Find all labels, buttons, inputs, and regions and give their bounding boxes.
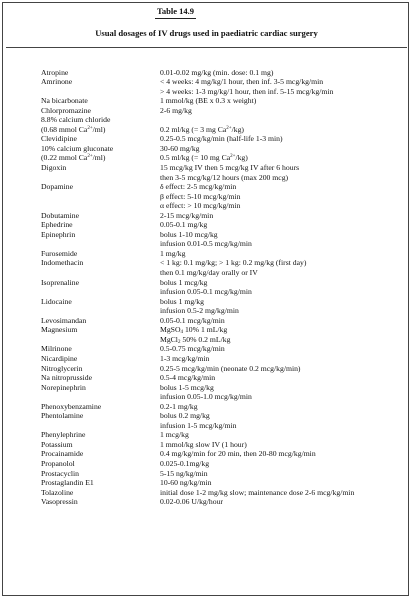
table-row [0,364,413,374]
table-row [0,249,413,259]
drug-dose: 1 mcg/kg [160,430,189,440]
drug-dose: 0.4 mg/kg/min for 20 min, then 20-80 mcg/kg/min [160,449,316,459]
drug-dose: 0.05-0.1 mcg/kg/min [160,315,225,325]
dosage-table [0,58,413,507]
drug-dose: 15 mcg/kg IV then 5 mcg/kg IV after 6 hours [160,163,300,173]
table-row [0,144,413,154]
table-row [0,335,413,345]
drug-dose: MgSO$_4$ 10% 1 mL/kg [160,325,228,336]
drug-name: Lidocaine [41,296,72,306]
drug-name: Vasopressin [41,497,78,507]
drug-dose: 10-60 ng/kg/min [160,478,212,488]
table-row [0,211,413,221]
table-row [0,392,413,402]
table-row [0,411,413,421]
drug-dose: 0.5 ml/kg (= 10 mg $Ca^{2+}/kg$) [160,153,248,163]
drug-dose: 1 mmol/kg slow IV (1 hour) [160,439,247,449]
table-row [0,354,413,364]
drug-name: Atropine [41,67,69,77]
table-row [0,287,413,297]
drug-name: Na bicarbonate [41,96,88,106]
drug-dose: bolus 1 mg/kg [160,296,204,306]
drug-name: Chlorpromazine [41,105,91,115]
drug-name: Norepinephrin [41,382,86,392]
drug-name: Na nitroprusside [41,373,93,383]
table-row [0,192,413,202]
table-row [0,488,413,498]
drug-dose: infusion 0.5-2 mg/kg/min [160,306,239,316]
drug-name: (0.22 mmol $Ca^{2+}/ml$) [41,153,106,163]
table-row [0,316,413,326]
drug-dose: 5-15 ng/kg/min [160,468,208,478]
table-row [0,278,413,288]
table-row [0,125,413,135]
table-row [0,115,413,125]
table-row [0,87,413,97]
table-row [0,449,413,459]
table-row [0,421,413,431]
drug-name: Dopamine [41,182,74,192]
table-row [0,134,413,144]
table-row [0,106,413,116]
table-row [0,153,413,163]
drug-dose: 2-6 mg/kg [160,105,192,115]
drug-name: Procainamide [41,449,84,459]
drug-name: Nicardipine [41,353,78,363]
drug-dose: infusion 1-5 mcg/kg/min [160,420,237,430]
drug-name: Isoprenaline [41,277,79,287]
table-row [0,58,413,68]
table-row [0,96,413,106]
drug-name: (0.68 mmol $Ca^{2+}/ml$) [41,124,106,134]
table-row [0,497,413,507]
drug-dose: MgCl$_2$ 50% 0.2 mL/kg [160,334,231,345]
drug-name: Levosimandan [41,315,87,325]
drug-dose: 0.25-0.5 mcg/kg/min (half-life 1-3 min) [160,134,283,144]
drug-name: Dobutamine [41,210,80,220]
drug-dose: < 1 kg: 0.1 mg/kg; > 1 kg: 0.2 mg/kg (first day) [160,258,307,268]
table-row [0,459,413,469]
table-row [0,182,413,192]
drug-dose: 0.2-1 mg/kg [160,401,198,411]
table-row [0,402,413,412]
drug-dose: bolus 1 mcg/kg [160,277,208,287]
drug-name: Ephedrine [41,220,73,230]
table-row [0,469,413,479]
drug-dose: infusion 0.01-0.5 mcg/kg/min [160,239,252,249]
drug-dose: 0.25-5 mcg/kg/min (neonate 0.2 mcg/kg/min) [160,363,301,373]
table-row [0,440,413,450]
drug-name: 10% calcium gluconate [41,143,114,153]
table-row [0,201,413,211]
drug-name: Nitroglycerin [41,363,83,373]
drug-name: Phentolamine [41,411,84,421]
drug-dose: 1-3 mcg/kg/min [160,353,210,363]
drug-dose: 30-60 mg/kg [160,143,200,153]
table-row [0,230,413,240]
drug-name: Phenoxybenzamine [41,401,102,411]
table-row [0,325,413,335]
drug-dose: then 0.1 mg/kg/day orally or IV [160,268,258,278]
table-row [0,344,413,354]
table-row [0,373,413,383]
drug-name: Epinephrin [41,229,76,239]
table-row [0,430,413,440]
table-row [0,68,413,78]
drug-name: Milrinone [41,344,72,354]
drug-name: Prostacyclin [41,468,80,478]
drug-dose: bolus 1-10 mcg/kg [160,229,218,239]
drug-dose: then 3-5 mcg/kg/12 hours (max 200 mcg) [160,172,289,182]
drug-dose: 0.05-0.1 mg/kg [160,220,208,230]
drug-name: Tolazoline [41,487,74,497]
table-row [0,383,413,393]
table-title: Usual dosages of IV drugs used in paediatric cardiac surgery [95,28,318,38]
drug-name: Amrinone [41,77,73,87]
table-row [0,173,413,183]
drug-dose: 0.01-0.02 mg/kg (min. dose: 0.1 mg) [160,67,274,77]
drug-dose: β effect: 5-10 mcg/kg/min [160,191,241,201]
table-row [0,478,413,488]
drug-dose: > 4 weeks: 1-3 mg/kg/1 hour, then inf. 5-15 mcg/kg/min [160,86,334,96]
table-row [0,268,413,278]
title-divider [6,47,407,48]
table-row [0,258,413,268]
table-row [0,297,413,307]
drug-name: Magnesium [41,325,78,335]
drug-name: 8.8% calcium chloride [41,115,111,125]
drug-name: Furosemide [41,248,78,258]
drug-dose: 1 mg/kg [160,248,186,258]
table-row [0,220,413,230]
table-row [0,239,413,249]
table-row [0,77,413,87]
drug-name: Indomethacin [41,258,84,268]
drug-dose: δ effect: 2-5 mcg/kg/min [160,182,237,192]
drug-dose: 0.02-0.06 U/kg/hour [160,497,223,507]
drug-name: Potassium [41,439,73,449]
drug-dose: infusion 0.05-1.0 mcg/kg/min [160,392,252,402]
drug-dose: 1 mmol/kg (BE x 0.3 x weight) [160,96,257,106]
drug-dose: 0.5-0.75 mcg/kg/min [160,344,225,354]
drug-name: Digoxin [41,163,67,173]
drug-dose: 2-15 mcg/kg/min [160,210,214,220]
drug-name: Clevidipine [41,134,77,144]
drug-name: Phenylephrine [41,430,86,440]
table-label: Table 14.9 [157,6,195,16]
drug-dose: 0.2 ml/kg (= 3 mg $Ca^{2+}/kg$) [160,124,244,134]
drug-dose: initial dose 1-2 mg/kg slow; maintenance dose 2-6 mcg/kg/min [160,487,355,497]
drug-dose: α effect: > 10 mcg/kg/min [160,201,241,211]
table-row [0,306,413,316]
drug-name: Propanolol [41,458,75,468]
drug-name: Prostaglandin E1 [41,478,94,488]
drug-dose: infusion 0.05-0.1 mcg/kg/min [160,287,252,297]
drug-dose: bolus 1-5 mcg/kg [160,382,214,392]
drug-dose: bolus 0.2 mg/kg [160,411,210,421]
drug-dose: 0.025-0.1mg/kg [160,458,210,468]
drug-dose: 0.5-4 mcg/kg/min [160,373,216,383]
table-row [0,163,413,173]
drug-dose: < 4 weeks: 4 mg/kg/1 hour, then inf. 3-5 mcg/kg/min [160,77,324,87]
